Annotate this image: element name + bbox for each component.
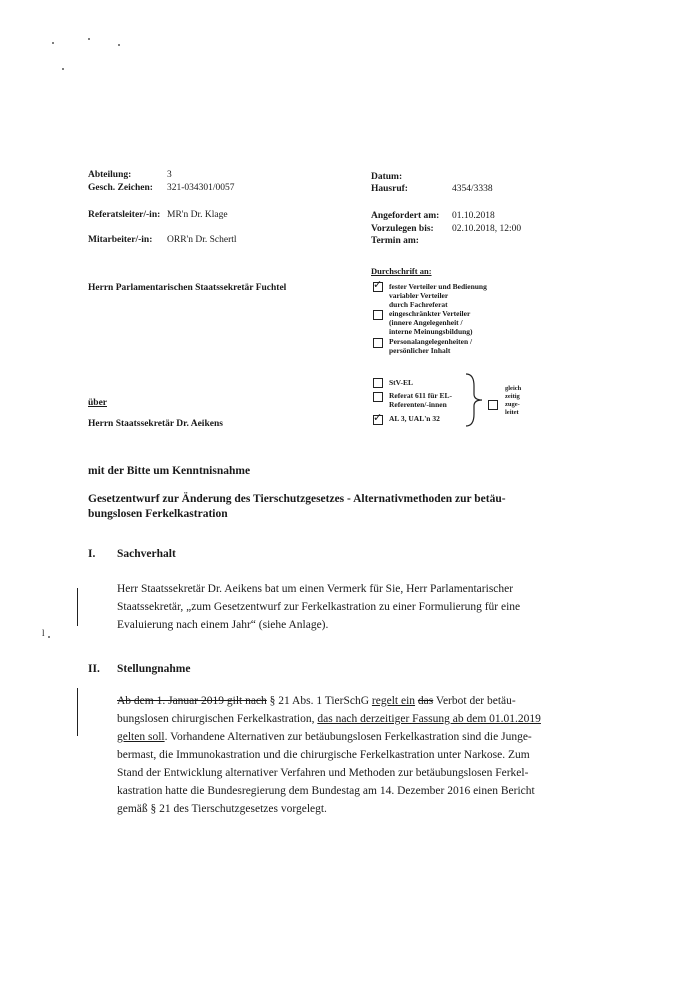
section-2-number: II.: [88, 663, 100, 675]
distribution-item-3: Personalangelegenheiten / persönlicher Inhalt: [389, 337, 473, 355]
ueber-label: über: [88, 398, 107, 408]
distribution-item-2: eingeschränkter Verteiler (innere Angelegenheit / interne Meinungsbildung): [389, 309, 473, 336]
scan-speck: [62, 68, 64, 70]
routing-item-1: StV-EL: [389, 378, 414, 387]
zeichen-label: Gesch. Zeichen:: [88, 183, 153, 193]
mitarbeiter-value: ORR'n Dr. Schertl: [167, 235, 237, 245]
hausruf-label: Hausruf:: [371, 184, 408, 194]
referatsleiter-label: Referatsleiter/-in:: [88, 210, 161, 220]
margin-bar: [77, 588, 78, 626]
referatsleiter-value: MR'n Dr. Klage: [167, 210, 228, 220]
routing-side-label: gleich zeitig zuge- leitet: [505, 385, 522, 416]
distribution-item-1: fester Verteiler und Bedienung variabler Verteiler durch Fachreferat: [389, 282, 487, 309]
angefordert-label: Angefordert am:: [371, 211, 440, 221]
request-line: mit der Bitte um Kenntnisnahme: [88, 465, 251, 477]
vorzulegen-value: 02.10.2018, 12:00: [452, 224, 522, 234]
via-recipient: Herrn Staatssekretär Dr. Aeikens: [88, 419, 223, 429]
distribution-title: Durchschrift an:: [371, 266, 432, 276]
abteilung-value: 3: [167, 170, 172, 180]
section-2-title: Stellungnahme: [117, 663, 191, 675]
distribution-checkbox-1[interactable]: [373, 282, 383, 292]
routing-checkbox-3[interactable]: [373, 415, 383, 425]
section-2-body: Ab dem 1. Januar 2019 gilt nach § 21 Abs. 1 TierSchG regelt ein das Verbot der betäu- bungslosen chirurgischen Ferkelkastration, das nach derzeitiger Fassung ab dem 01.01.2019 gelten soll. Vorhandene Alternativen zur betäubungslosen Ferkelkastration sind die Junge- bermast, die Immunokastration und die chirurgische Ferkelkastration unter Narkose. Zum Stand der Entwicklung alternativer Verfahren und Methoden zur betäubungslosen Ferkel- kastration hatte die Bundesregierung dem Bundestag am 14. Dezember 2016 einen Bericht gemäß § 21 des Tierschutzgesetzes vorgelegt.: [117, 695, 541, 815]
section-1-number: I.: [88, 548, 96, 560]
zeichen-value: 321-034301/0057: [167, 183, 235, 193]
scan-speck: [48, 636, 50, 638]
routing-item-3: AL 3, UAL'n 32: [389, 414, 440, 423]
scan-speck: [118, 44, 120, 46]
section-1-body: Herr Staatssekretär Dr. Aeikens bat um einen Vermerk für Sie, Herr Parlamentarischer Staatssekretär, „zum Gesetzentwurf zur Ferkelkastration zu einer Formulierung für eine Evaluierung nach einem Jahr“ (siehe Anlage).: [117, 583, 521, 631]
margin-bar: [77, 688, 78, 736]
termin-label: Termin am:: [371, 236, 419, 246]
section-1-title: Sachverhalt: [117, 548, 176, 560]
scan-speck: [52, 42, 54, 44]
margin-mark: l: [42, 628, 45, 638]
hausruf-value: 4354/3338: [452, 184, 493, 194]
angefordert-value: 01.10.2018: [452, 211, 495, 221]
recipient: Herrn Parlamentarischen Staatssekretär Fuchtel: [88, 283, 287, 293]
distribution-checkbox-3[interactable]: [373, 338, 383, 348]
routing-checkbox-1[interactable]: [373, 378, 383, 388]
scan-speck: [88, 38, 90, 40]
distribution-checkbox-2[interactable]: [373, 310, 383, 320]
routing-item-2: Referat 611 für EL- Referenten/-innen: [389, 391, 452, 409]
mitarbeiter-label: Mitarbeiter/-in:: [88, 235, 153, 245]
routing-side-checkbox[interactable]: [488, 400, 498, 410]
routing-brace-icon: [462, 372, 486, 428]
subject: Gesetzentwurf zur Änderung des Tierschutzgesetzes - Alternativmethoden zur betäu- bungslosen Ferkelkastration: [88, 493, 506, 520]
datum-label: Datum:: [371, 172, 403, 182]
routing-checkbox-2[interactable]: [373, 392, 383, 402]
abteilung-label: Abteilung:: [88, 170, 132, 180]
vorzulegen-label: Vorzulegen bis:: [371, 224, 434, 234]
